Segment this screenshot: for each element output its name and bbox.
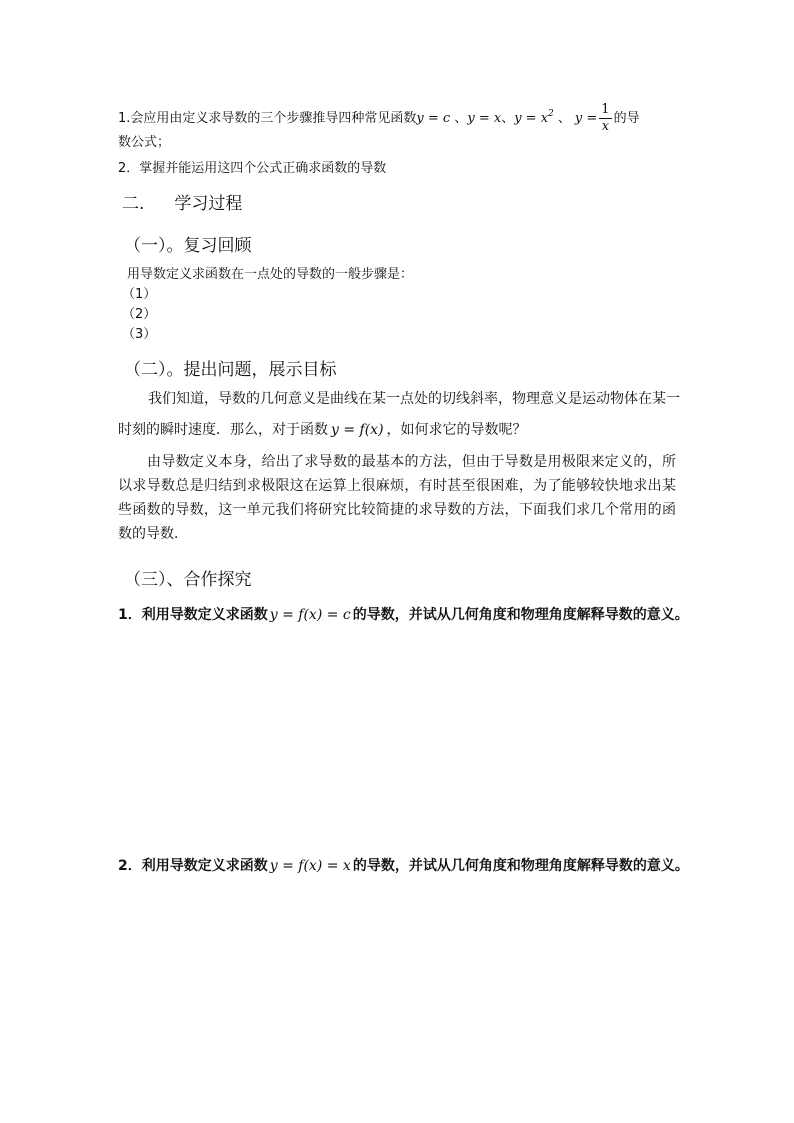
- review-step-2: （2）: [122, 307, 157, 322]
- section-number: 二.: [122, 194, 145, 214]
- formula-y-x-squared: $y = x^2$: [514, 109, 554, 126]
- separator: 、: [501, 111, 515, 126]
- subheading-explore: （三）、合作探究: [124, 570, 252, 590]
- formula-y-f-x: y = f(x): [331, 422, 384, 438]
- objective-1-prefix: 1.会应用由定义求导数的三个步骤推导四种常见函数: [118, 111, 417, 126]
- formula-f-x-c: y = f(x) = c: [269, 607, 351, 623]
- goal-paragraph-1-line-2: 时刻的瞬时速度．那么，对于函数 y = f(x) ，如何求它的导数呢？: [118, 422, 527, 438]
- section-title: 学习过程: [174, 194, 243, 214]
- goal-paragraph-1-line-1: 我们知道，导数的几何意义是曲线在某一点处的切线斜率，物理意义是运动物体在某一: [148, 391, 680, 407]
- formula-y-c: y = c: [416, 111, 451, 126]
- objective-item-1-line2: 数公式；: [118, 135, 171, 150]
- objective-item-2: 2．掌握并能运用这四个公式正确求函数的导数: [118, 161, 387, 176]
- formula-y-x: y = x: [467, 111, 502, 126]
- separator: 、: [450, 111, 468, 126]
- subheading-review: （一）。复习回顾: [124, 236, 252, 256]
- formula-f-x-x: y = f(x) = x: [269, 858, 351, 874]
- explore-question-1: 1．利用导数定义求函数 y = f(x) = c 的导数，并试从几何角度和物理角度解释导数的意义。: [118, 607, 689, 623]
- section-heading-learning-process: [122, 189, 242, 214]
- review-step-3: （3）: [122, 327, 157, 342]
- review-question: 用导数定义求函数在一点处的导数的一般步骤是：: [127, 267, 414, 282]
- explore-question-2: 2．利用导数定义求函数 y = f(x) = x 的导数，并试从几何角度和物理角度解释导数的意义。: [118, 858, 689, 874]
- subheading-goal: （二）。提出问题，展示目标: [124, 360, 337, 380]
- formula-y-reciprocal: y = $\frac{1}{x}$: [574, 102, 610, 134]
- separator: 、: [553, 111, 571, 126]
- objective-1-suffix: 的导: [613, 111, 640, 126]
- objective-item-1: [118, 102, 640, 135]
- review-step-1: （1）: [122, 287, 157, 302]
- fraction-one-over-x: $\frac{1}{x}$: [601, 102, 610, 134]
- goal-paragraph-2: 由导数定义本身，给出了求导数的最基本的方法，但由于导数是用极限来定义的，所以求导数总是归结到求极限这在运算上很麻烦，有时甚至很困难，为了能够较快地求出某些函数的导数，这一单元我们将研究比较简捷的求导数的方法，下面我们求几个常用的函数的导数．: [118, 454, 676, 542]
